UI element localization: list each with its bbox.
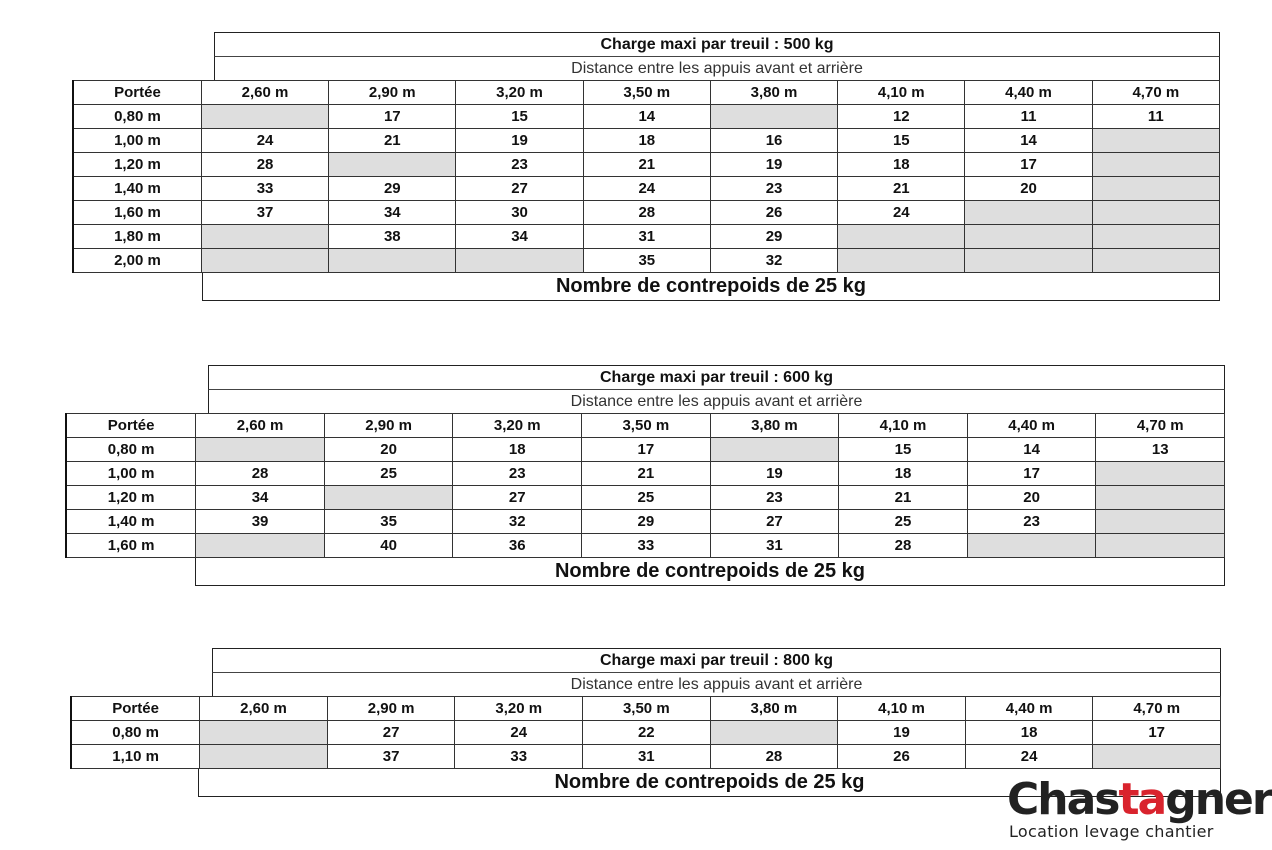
- table-title: Charge maxi par treuil : 600 kg: [208, 365, 1225, 389]
- column-header: 4,70 m: [1093, 697, 1221, 721]
- value-cell: 33: [582, 534, 711, 558]
- value-cell: 21: [329, 129, 456, 153]
- column-header: 3,50 m: [583, 81, 710, 105]
- column-header: 2,60 m: [201, 81, 328, 105]
- empty-cell: [456, 249, 583, 273]
- value-cell: 29: [710, 225, 837, 249]
- value-cell: 32: [710, 249, 837, 273]
- empty-cell: [329, 249, 456, 273]
- row-label: 1,60 m: [66, 534, 196, 558]
- value-cell: 15: [839, 438, 968, 462]
- value-cell: 24: [838, 201, 965, 225]
- value-cell: 23: [456, 153, 583, 177]
- value-cell: 33: [201, 177, 328, 201]
- empty-cell: [965, 201, 1092, 225]
- header-row: [71, 697, 1221, 721]
- table-title: Charge maxi par treuil : 800 kg: [212, 648, 1221, 672]
- empty-cell: [1093, 745, 1221, 769]
- value-cell: 17: [965, 153, 1092, 177]
- value-cell: 13: [1096, 438, 1225, 462]
- empty-cell: [200, 721, 328, 745]
- column-header: 3,20 m: [455, 697, 583, 721]
- empty-cell: [710, 721, 838, 745]
- value-cell: 33: [455, 745, 583, 769]
- value-cell: 32: [453, 510, 582, 534]
- column-header: 2,60 m: [200, 697, 328, 721]
- empty-cell: [201, 225, 328, 249]
- column-header: 2,90 m: [329, 81, 456, 105]
- value-cell: 31: [583, 745, 711, 769]
- value-cell: 23: [710, 177, 837, 201]
- table-row: [73, 249, 1220, 273]
- value-cell: 19: [456, 129, 583, 153]
- empty-cell: [965, 249, 1092, 273]
- value-cell: 35: [583, 249, 710, 273]
- value-cell: 25: [582, 486, 711, 510]
- value-cell: 24: [201, 129, 328, 153]
- value-cell: 21: [583, 153, 710, 177]
- value-cell: 30: [456, 201, 583, 225]
- empty-cell: [710, 438, 839, 462]
- empty-cell: [1096, 510, 1225, 534]
- row-label: 1,80 m: [73, 225, 201, 249]
- value-cell: 14: [967, 438, 1096, 462]
- empty-cell: [1092, 201, 1219, 225]
- empty-cell: [838, 225, 965, 249]
- table-subtitle: Distance entre les appuis avant et arrière: [212, 672, 1221, 696]
- value-cell: 18: [838, 153, 965, 177]
- table-row: [73, 177, 1220, 201]
- empty-cell: [965, 225, 1092, 249]
- table-subtitle: Distance entre les appuis avant et arrière: [208, 389, 1225, 413]
- value-cell: 37: [201, 201, 328, 225]
- value-cell: 21: [582, 462, 711, 486]
- value-cell: 14: [583, 105, 710, 129]
- table-row: [73, 153, 1220, 177]
- column-header: 4,40 m: [965, 697, 1093, 721]
- value-cell: 23: [453, 462, 582, 486]
- column-header: 4,40 m: [965, 81, 1092, 105]
- value-cell: 36: [453, 534, 582, 558]
- row-label: 1,10 m: [71, 745, 200, 769]
- value-cell: 16: [710, 129, 837, 153]
- empty-cell: [324, 486, 453, 510]
- empty-cell: [196, 534, 325, 558]
- value-cell: 35: [324, 510, 453, 534]
- table-600kg: [65, 365, 1225, 586]
- value-cell: 15: [456, 105, 583, 129]
- value-cell: 27: [453, 486, 582, 510]
- column-header: 3,20 m: [456, 81, 583, 105]
- value-cell: 19: [710, 153, 837, 177]
- value-cell: 24: [455, 721, 583, 745]
- value-cell: 11: [1092, 105, 1219, 129]
- empty-cell: [1092, 225, 1219, 249]
- table-subtitle: Distance entre les appuis avant et arrière: [214, 56, 1220, 80]
- logo-tagline: Location levage chantier: [1009, 822, 1214, 841]
- table-footer: Nombre de contrepoids de 25 kg: [202, 273, 1220, 301]
- empty-cell: [196, 438, 325, 462]
- row-label: 1,20 m: [66, 486, 196, 510]
- logo-wordmark: Chastagner: [1007, 774, 1272, 825]
- empty-cell: [200, 745, 328, 769]
- table-footer: Nombre de contrepoids de 25 kg: [198, 769, 1221, 797]
- value-cell: 18: [965, 721, 1093, 745]
- empty-cell: [201, 249, 328, 273]
- value-cell: 26: [838, 745, 966, 769]
- column-header: 2,90 m: [327, 697, 455, 721]
- value-cell: 39: [196, 510, 325, 534]
- value-cell: 28: [201, 153, 328, 177]
- value-cell: 27: [327, 721, 455, 745]
- column-header: 4,70 m: [1096, 414, 1225, 438]
- row-label: 1,00 m: [66, 462, 196, 486]
- row-label: 1,40 m: [73, 177, 201, 201]
- row-header-label: Portée: [73, 81, 201, 105]
- row-label: 1,40 m: [66, 510, 196, 534]
- empty-cell: [1092, 249, 1219, 273]
- value-cell: 37: [327, 745, 455, 769]
- table-title: Charge maxi par treuil : 500 kg: [214, 32, 1220, 56]
- value-cell: 34: [456, 225, 583, 249]
- value-cell: 38: [329, 225, 456, 249]
- table-row: [73, 225, 1220, 249]
- empty-cell: [329, 153, 456, 177]
- row-label: 0,80 m: [73, 105, 201, 129]
- column-header: 3,80 m: [710, 81, 837, 105]
- value-cell: 28: [196, 462, 325, 486]
- column-header: 4,10 m: [838, 81, 965, 105]
- column-header: 3,50 m: [583, 697, 711, 721]
- value-cell: 17: [967, 462, 1096, 486]
- column-header: 3,80 m: [710, 414, 839, 438]
- empty-cell: [1092, 153, 1219, 177]
- value-cell: 20: [967, 486, 1096, 510]
- value-cell: 17: [329, 105, 456, 129]
- table-row: [71, 745, 1221, 769]
- value-cell: 24: [965, 745, 1093, 769]
- table-row: [66, 534, 1225, 558]
- empty-cell: [1092, 177, 1219, 201]
- empty-cell: [201, 105, 328, 129]
- value-cell: 31: [710, 534, 839, 558]
- column-header: 4,10 m: [839, 414, 968, 438]
- empty-cell: [967, 534, 1096, 558]
- header-row: [66, 414, 1225, 438]
- empty-cell: [838, 249, 965, 273]
- value-cell: 24: [583, 177, 710, 201]
- empty-cell: [1096, 462, 1225, 486]
- value-cell: 31: [583, 225, 710, 249]
- value-cell: 29: [582, 510, 711, 534]
- column-header: 3,20 m: [453, 414, 582, 438]
- column-header: 3,50 m: [582, 414, 711, 438]
- value-cell: 19: [710, 462, 839, 486]
- table-row: [66, 510, 1225, 534]
- value-cell: 18: [839, 462, 968, 486]
- value-cell: 14: [965, 129, 1092, 153]
- table-row: [66, 486, 1225, 510]
- value-cell: 18: [453, 438, 582, 462]
- data-grid: [72, 80, 1220, 273]
- empty-cell: [710, 105, 837, 129]
- column-header: 2,60 m: [196, 414, 325, 438]
- value-cell: 23: [710, 486, 839, 510]
- table-row: [66, 462, 1225, 486]
- column-header: 2,90 m: [324, 414, 453, 438]
- empty-cell: [1096, 486, 1225, 510]
- column-header: 4,40 m: [967, 414, 1096, 438]
- value-cell: 15: [838, 129, 965, 153]
- value-cell: 18: [583, 129, 710, 153]
- row-label: 0,80 m: [66, 438, 196, 462]
- table-row: [71, 721, 1221, 745]
- data-grid: [70, 696, 1221, 769]
- value-cell: 22: [583, 721, 711, 745]
- value-cell: 17: [582, 438, 711, 462]
- value-cell: 29: [329, 177, 456, 201]
- column-header: 4,70 m: [1092, 81, 1219, 105]
- value-cell: 27: [456, 177, 583, 201]
- value-cell: 25: [839, 510, 968, 534]
- value-cell: 23: [967, 510, 1096, 534]
- table-footer: Nombre de contrepoids de 25 kg: [195, 558, 1225, 586]
- value-cell: 21: [839, 486, 968, 510]
- value-cell: 40: [324, 534, 453, 558]
- value-cell: 25: [324, 462, 453, 486]
- table-row: [66, 438, 1225, 462]
- row-label: 2,00 m: [73, 249, 201, 273]
- value-cell: 28: [583, 201, 710, 225]
- value-cell: 28: [710, 745, 838, 769]
- table-row: [73, 129, 1220, 153]
- value-cell: 20: [965, 177, 1092, 201]
- row-header-label: Portée: [71, 697, 200, 721]
- chastagner-logo: [1005, 774, 1272, 844]
- row-label: 1,20 m: [73, 153, 201, 177]
- value-cell: 26: [710, 201, 837, 225]
- header-row: [73, 81, 1220, 105]
- row-label: 0,80 m: [71, 721, 200, 745]
- value-cell: 19: [838, 721, 966, 745]
- value-cell: 11: [965, 105, 1092, 129]
- row-label: 1,60 m: [73, 201, 201, 225]
- column-header: 4,10 m: [838, 697, 966, 721]
- value-cell: 27: [710, 510, 839, 534]
- value-cell: 21: [838, 177, 965, 201]
- value-cell: 34: [196, 486, 325, 510]
- row-label: 1,00 m: [73, 129, 201, 153]
- table-row: [73, 105, 1220, 129]
- column-header: 3,80 m: [710, 697, 838, 721]
- table-row: [73, 201, 1220, 225]
- empty-cell: [1096, 534, 1225, 558]
- value-cell: 28: [839, 534, 968, 558]
- value-cell: 17: [1093, 721, 1221, 745]
- value-cell: 34: [329, 201, 456, 225]
- row-header-label: Portée: [66, 414, 196, 438]
- value-cell: 20: [324, 438, 453, 462]
- value-cell: 12: [838, 105, 965, 129]
- empty-cell: [1092, 129, 1219, 153]
- table-500kg: [72, 32, 1220, 301]
- data-grid: [65, 413, 1225, 558]
